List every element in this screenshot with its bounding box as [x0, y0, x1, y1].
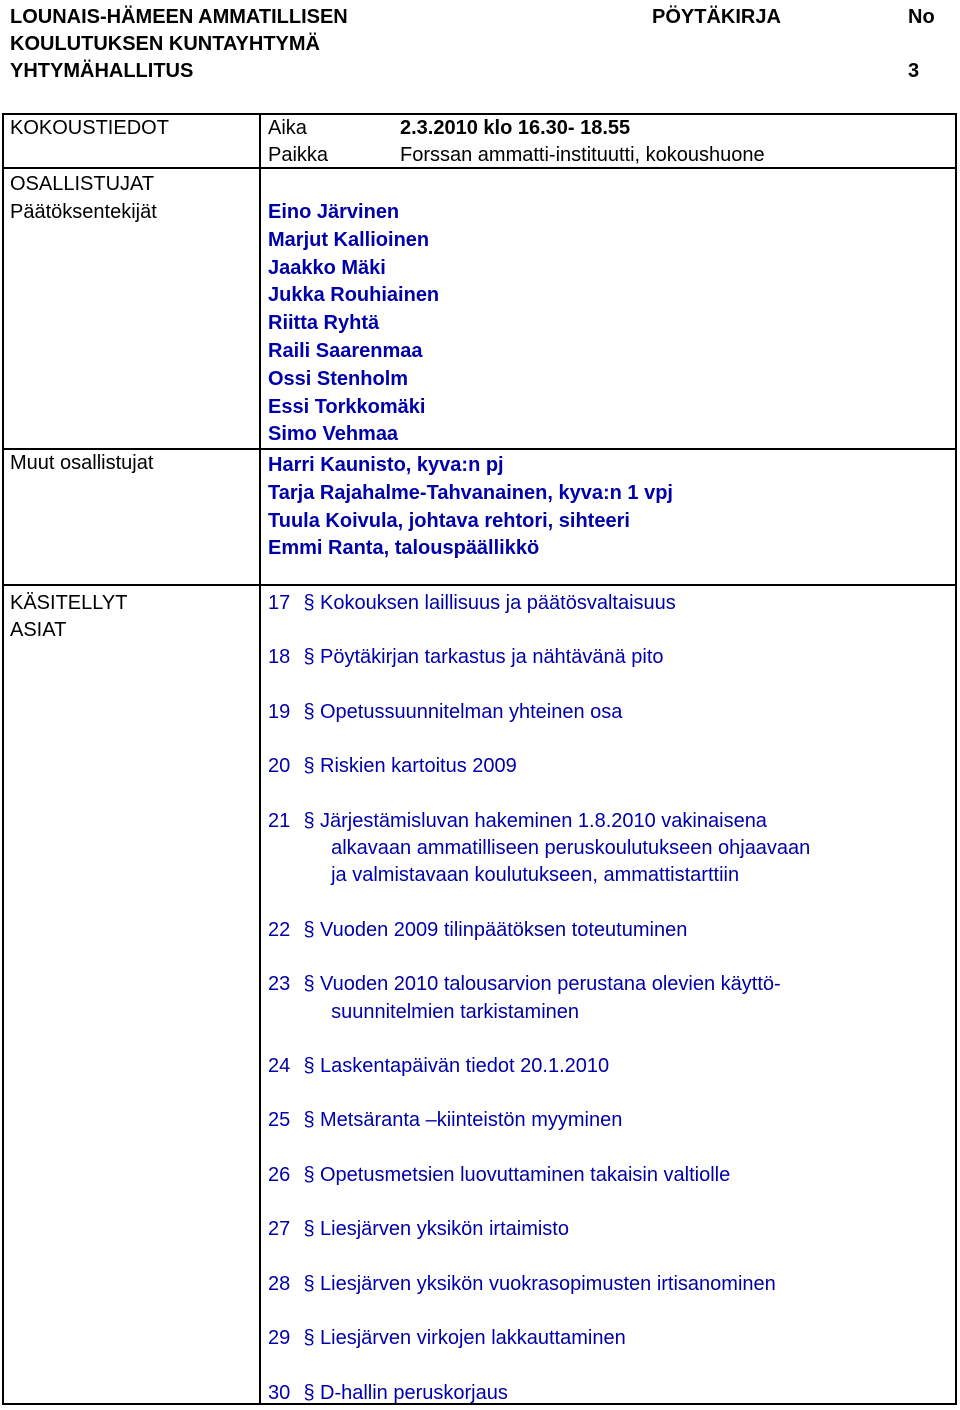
agenda-item	[268, 1271, 948, 1298]
item-title: Järjestämisluvan hakeminen 1.8.2010 vakinaisena alkavaan ammatilliseen peruskoulutukseen ohjaavaan ja valmistavaan koulutukseen, ammattistarttiin	[320, 809, 811, 887]
document-type: PÖYTÄKIRJA	[652, 6, 781, 28]
decision-maker: Marjut Kallioinen	[268, 228, 430, 251]
agenda-item	[268, 1380, 948, 1407]
item-number: 27	[268, 1218, 291, 1241]
section-sign: §	[303, 1218, 315, 1241]
number-label: No	[908, 6, 935, 28]
section-sign: §	[303, 809, 315, 832]
number-value: 3	[908, 60, 920, 82]
item-number: 17	[268, 592, 291, 614]
section-sign: §	[303, 1327, 315, 1350]
section-sign: §	[303, 700, 315, 723]
place-label: Paikka	[268, 144, 329, 166]
decision-maker: Riitta Ryhtä	[268, 312, 380, 335]
item-number: 28	[268, 1272, 291, 1295]
section-sign: §	[303, 918, 315, 941]
other-participant: Emmi Ranta, talouspäällikkö	[268, 537, 540, 560]
item-title: D-hallin peruskorjaus	[320, 1381, 508, 1404]
decision-maker: Simo Vehmaa	[268, 423, 399, 446]
agenda-item	[268, 1107, 948, 1134]
time-value: 2.3.2010 klo 16.30- 18.55	[400, 117, 631, 139]
agenda-item	[268, 753, 948, 780]
time-label: Aika	[268, 117, 307, 139]
section-sign: §	[303, 1272, 315, 1295]
meeting-info-label: KOKOUSTIEDOT	[10, 117, 169, 139]
decision-maker: Ossi Stenholm	[268, 367, 409, 390]
agenda-item	[268, 917, 948, 944]
decision-makers-list	[268, 199, 439, 449]
item-title: Riskien kartoitus 2009	[320, 755, 517, 778]
other-participant: Harri Kaunisto, kyva:n pj	[268, 454, 504, 476]
agenda-label-line2: ASIAT	[10, 619, 67, 641]
item-title: Opetussuunnitelman yhteinen osa	[320, 700, 623, 723]
item-title: Pöytäkirjan tarkastus ja nähtävänä pito	[320, 646, 664, 669]
section-sign: §	[303, 1055, 315, 1078]
item-number: 30	[268, 1381, 291, 1404]
item-title: Vuoden 2009 tilinpäätöksen toteutuminen	[320, 918, 688, 941]
item-number: 21	[268, 809, 291, 832]
row-divider	[2, 584, 957, 586]
decision-maker: Raili Saarenmaa	[268, 339, 423, 362]
agenda-item	[268, 644, 948, 671]
other-participants-label: Muut osallistujat	[10, 452, 154, 474]
org-body: YHTYMÄHALLITUS	[10, 60, 194, 82]
item-number: 24	[268, 1055, 291, 1078]
agenda-item	[268, 1216, 948, 1243]
agenda-item	[268, 590, 948, 617]
item-title: Liesjärven yksikön vuokrasopimusten irtisanominen	[320, 1272, 776, 1295]
agenda-item	[268, 1162, 948, 1189]
other-participant: Tarja Rajahalme-Tahvanainen, kyva:n 1 vpj	[268, 481, 673, 504]
section-sign: §	[303, 1163, 315, 1186]
item-number: 26	[268, 1163, 291, 1186]
item-number: 20	[268, 755, 291, 778]
item-title: Kokouksen laillisuus ja päätösvaltaisuus	[320, 592, 676, 614]
decision-maker: Jaakko Mäki	[268, 256, 386, 279]
decision-maker: Essi Torkkomäki	[268, 395, 426, 418]
agenda-item	[268, 808, 948, 890]
item-title: Vuoden 2010 talousarvion perustana olevien käyttö- suunnitelmien tarkistaminen	[320, 973, 781, 1023]
item-number: 19	[268, 700, 291, 723]
item-title: Opetusmetsien luovuttaminen takaisin valtiolle	[320, 1163, 731, 1186]
other-participant: Tuula Koivula, johtava rehtori, sihteeri	[268, 509, 630, 532]
agenda-item	[268, 699, 948, 726]
item-title: Liesjärven virkojen lakkauttaminen	[320, 1327, 626, 1350]
section-sign: §	[303, 592, 315, 614]
item-title: Liesjärven yksikön irtaimisto	[320, 1218, 569, 1241]
decision-maker: Jukka Rouhiainen	[268, 284, 440, 307]
org-name-line2: KOULUTUKSEN KUNTAYHTYMÄ	[10, 33, 320, 55]
section-sign: §	[303, 1381, 315, 1404]
agenda-item	[268, 1053, 948, 1080]
item-number: 22	[268, 918, 291, 941]
agenda-item	[268, 1325, 948, 1352]
decision-maker: Eino Järvinen	[268, 201, 400, 223]
item-number: 18	[268, 646, 291, 669]
section-sign: §	[303, 973, 315, 996]
item-title: Metsäranta –kiinteistön myyminen	[320, 1109, 623, 1132]
agenda-item	[268, 971, 948, 1026]
section-sign: §	[303, 646, 315, 669]
place-value: Forssan ammatti-instituutti, kokoushuone	[400, 144, 765, 166]
other-participants-list	[268, 452, 673, 563]
item-number: 29	[268, 1327, 291, 1350]
section-sign: §	[303, 755, 315, 778]
decision-makers-label: Päätöksentekijät	[10, 201, 157, 223]
section-sign: §	[303, 1109, 315, 1132]
item-number: 25	[268, 1109, 291, 1132]
agenda-label-line1: KÄSITELLYT	[10, 592, 128, 614]
agenda-list	[268, 590, 948, 1407]
participants-label: OSALLISTUJAT	[10, 173, 155, 195]
item-number: 23	[268, 973, 291, 996]
column-divider	[259, 113, 261, 1405]
org-name-line1: LOUNAIS-HÄMEEN AMMATILLISEN	[10, 6, 348, 28]
item-title: Laskentapäivän tiedot 20.1.2010	[320, 1055, 610, 1078]
